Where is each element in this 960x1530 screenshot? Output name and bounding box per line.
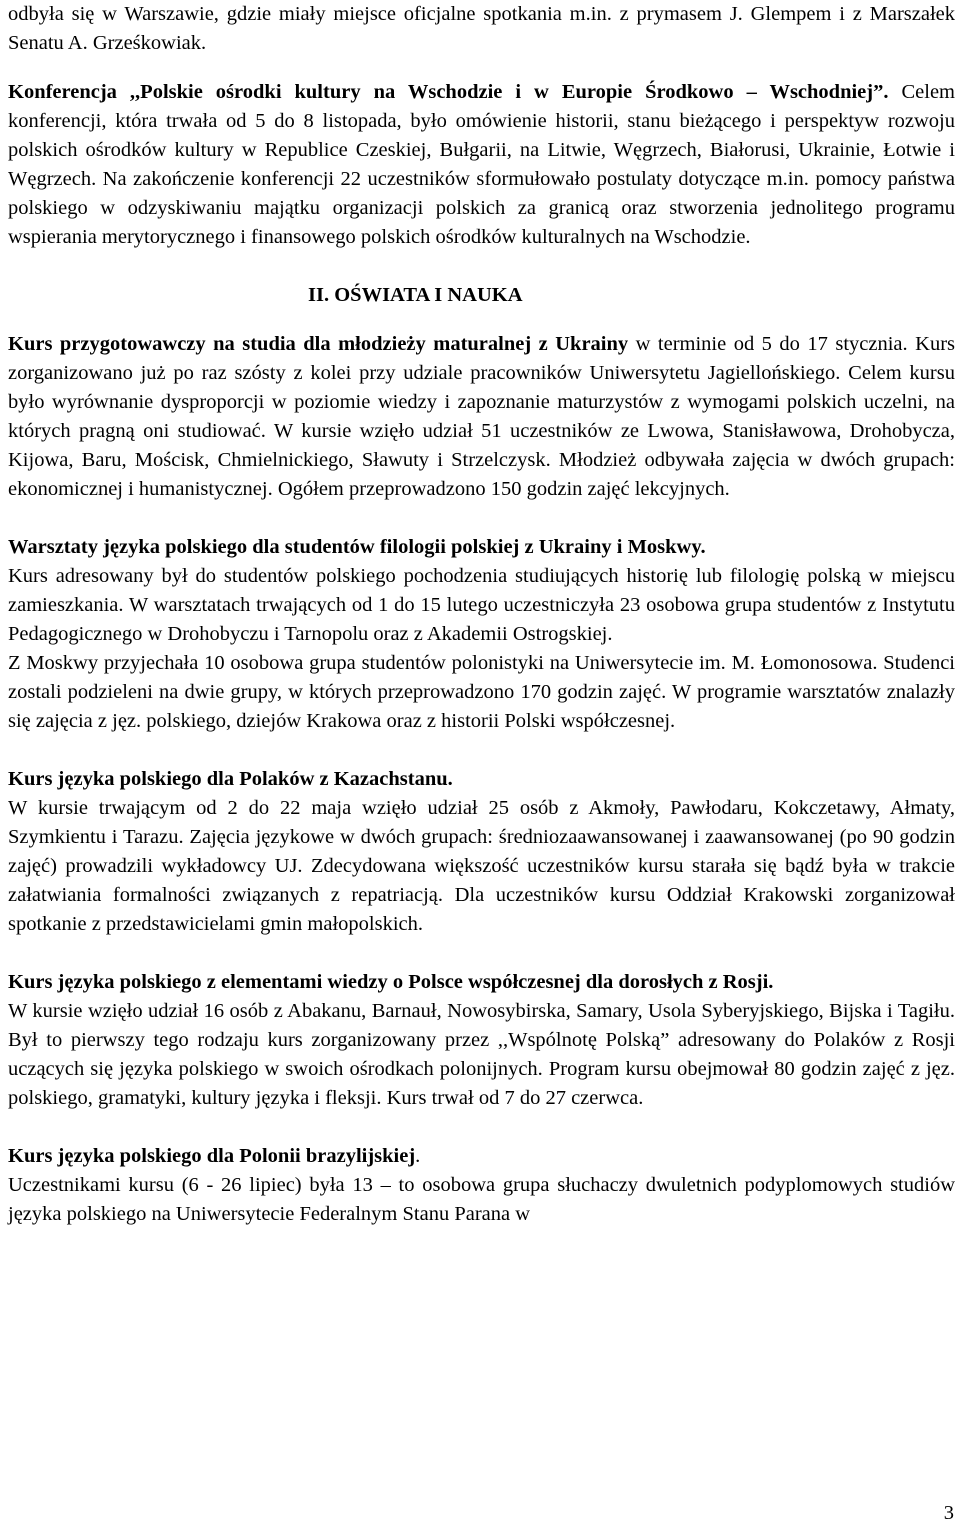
course-heading-5-suffix: . — [415, 1145, 421, 1167]
conference-body: Celem konferencji, która trwała od 5 do 8 listopada, było omówienie historii, stanu bieżącego i perspektyw rozwoju polskich ośrodków kultury w Republice Czeskiej, Bułgarii, na Litwie, Węgrzech, Białorusi, Ukrainie, Łotwie i Węgrzech. Na zakończenie konferencji 22 uczestników sformułowało postulaty dotyczące m.in. pomocy państwa polskiego w odzyskiwaniu majątku organizacji polskich za granicą oraz stworzenia jednolitego programu wspierania merytorycznego i finansowego polskich ośrodków kulturalnych na Wschodzie. — [8, 81, 955, 248]
course-heading-2: Warsztaty języka polskiego dla studentów filologii polskiej z Ukrainy i Moskwy. — [8, 536, 706, 558]
course-heading-3-line — [8, 765, 955, 794]
course-heading-4-line — [8, 968, 955, 997]
course-body-4: W kursie wzięło udział 16 osób z Abakanu, Barnauł, Nowosybirska, Samary, Usola Syberyjskiego, Bijska i Tagiłu. Był to pierwszy tego rodzaju kurs zorganizowany przez ,,Wspólnotę Polską” adresowany do Polaków z Rosji uczących się języka polskiego w swoich ośrodkach polonijnych. Program kursu obejmował 80 godzin zajęć z jęz. polskiego, gramatyki, kultury języka i fleksji. Kurs trwał od 7 do 27 czerwca. — [8, 1000, 955, 1109]
course-body-2: Kurs adresowany był do studentów polskiego pochodzenia studiujących historię lub filologię polską w miejscu zamieszkania. W warsztatach trwających od 1 do 15 lutego uczestniczyła 23 osobowa grupa studentów z Instytutu Pedagogicznego w Drohobyczu i Tarnopolu oraz z Akademii Ostrogskiej. — [8, 565, 955, 645]
conference-title: Konferencja ,,Polskie ośrodki kultury na Wschodzie i w Europie Środkowo – Wschodniej”. — [8, 81, 889, 103]
conference-paragraph — [8, 78, 955, 252]
course-heading-5: Kurs języka polskiego dla Polonii brazylijskiej — [8, 1145, 416, 1167]
document-page — [8, 0, 955, 1229]
course-body-3: W kursie trwającym od 2 do 22 maja wzięło udział 25 osób z Akmoły, Pawłodaru, Kokczetawy, Ałmaty, Szymkientu i Tarazu. Zajęcia językowe w dwóch grupach: średniozaawansowanej i zaawansowanej (po 90 godzin zajęć) prowadzili wykładowcy UJ. Zdecydowana większość uczestników kursu starała się bądź była w trakcie załatwiania formalności związanych z repatriacją. Dla uczestników kursu Oddział Krakowski zorganizował spotkanie z przedstawicielami gmin małopolskich. — [8, 797, 955, 935]
course-body-5: Uczestnikami kursu (6 - 26 lipiec) była 13 – to osobowa grupa słuchaczy dwuletnich podyplomowych studiów języka polskiego na Uniwersytecie Federalnym Stanu Parana w — [8, 1174, 955, 1225]
section-heading — [8, 281, 955, 310]
course-body-2b: Z Moskwy przyjechała 10 osobowa grupa studentów polonistyki na Uniwersytecie im. M. Łomonosowa. Studenci zostali podzieleni na dwie grupy, w których przeprowadzono 170 godzin zajęć. W programie warsztatów znalazły się zajęcia z jęz. polskiego, dziejów Krakowa oraz z historii Polski współczesnej. — [8, 652, 955, 732]
section-number: II. — [308, 284, 330, 306]
course-heading-2-line — [8, 533, 955, 562]
course-heading-1: Kurs przygotowawczy na studia dla młodzieży maturalnej z Ukrainy — [8, 333, 629, 355]
course-heading-5-line — [8, 1142, 955, 1171]
course-body-1: w terminie od 5 do 17 stycznia. Kurs zorganizowano już po raz szósty z kolei przy udziale pracowników Uniwersytetu Jagiellońskiego. Celem kursu było wyrównanie dysproporcji w poziomie wiedzy i zapoznanie maturzystów z wymogami polskich uczelni, na których pragną oni studiować. W kursie wzięło udział 51 uczestników ze Lwowa, Stanisławowa, Drohobycza, Kijowa, Baru, Mościsk, Chmielnickiego, Sławuty i Strzelczysk. Młodzież odbywała zajęcia w dwóch grupach: ekonomicznej i humanistycznej. Ogółem przeprowadzono 150 godzin zajęć lekcyjnych. — [8, 333, 955, 500]
intro-paragraph — [8, 0, 955, 58]
page-number: 3 — [943, 1502, 954, 1524]
intro-text: odbyła się w Warszawie, gdzie miały miejsce oficjalne spotkania m.in. z prymasem J. Glempem i z Marszałek Senatu A. Grześkowiak. — [8, 3, 955, 54]
section-title: OŚWIATA I NAUKA — [329, 284, 523, 306]
course-paragraph-1 — [8, 330, 955, 504]
course-heading-4: Kurs języka polskiego z elementami wiedzy o Polsce współczesnej dla dorosłych z Rosji. — [8, 971, 774, 993]
course-heading-3: Kurs języka polskiego dla Polaków z Kazachstanu. — [8, 768, 453, 790]
